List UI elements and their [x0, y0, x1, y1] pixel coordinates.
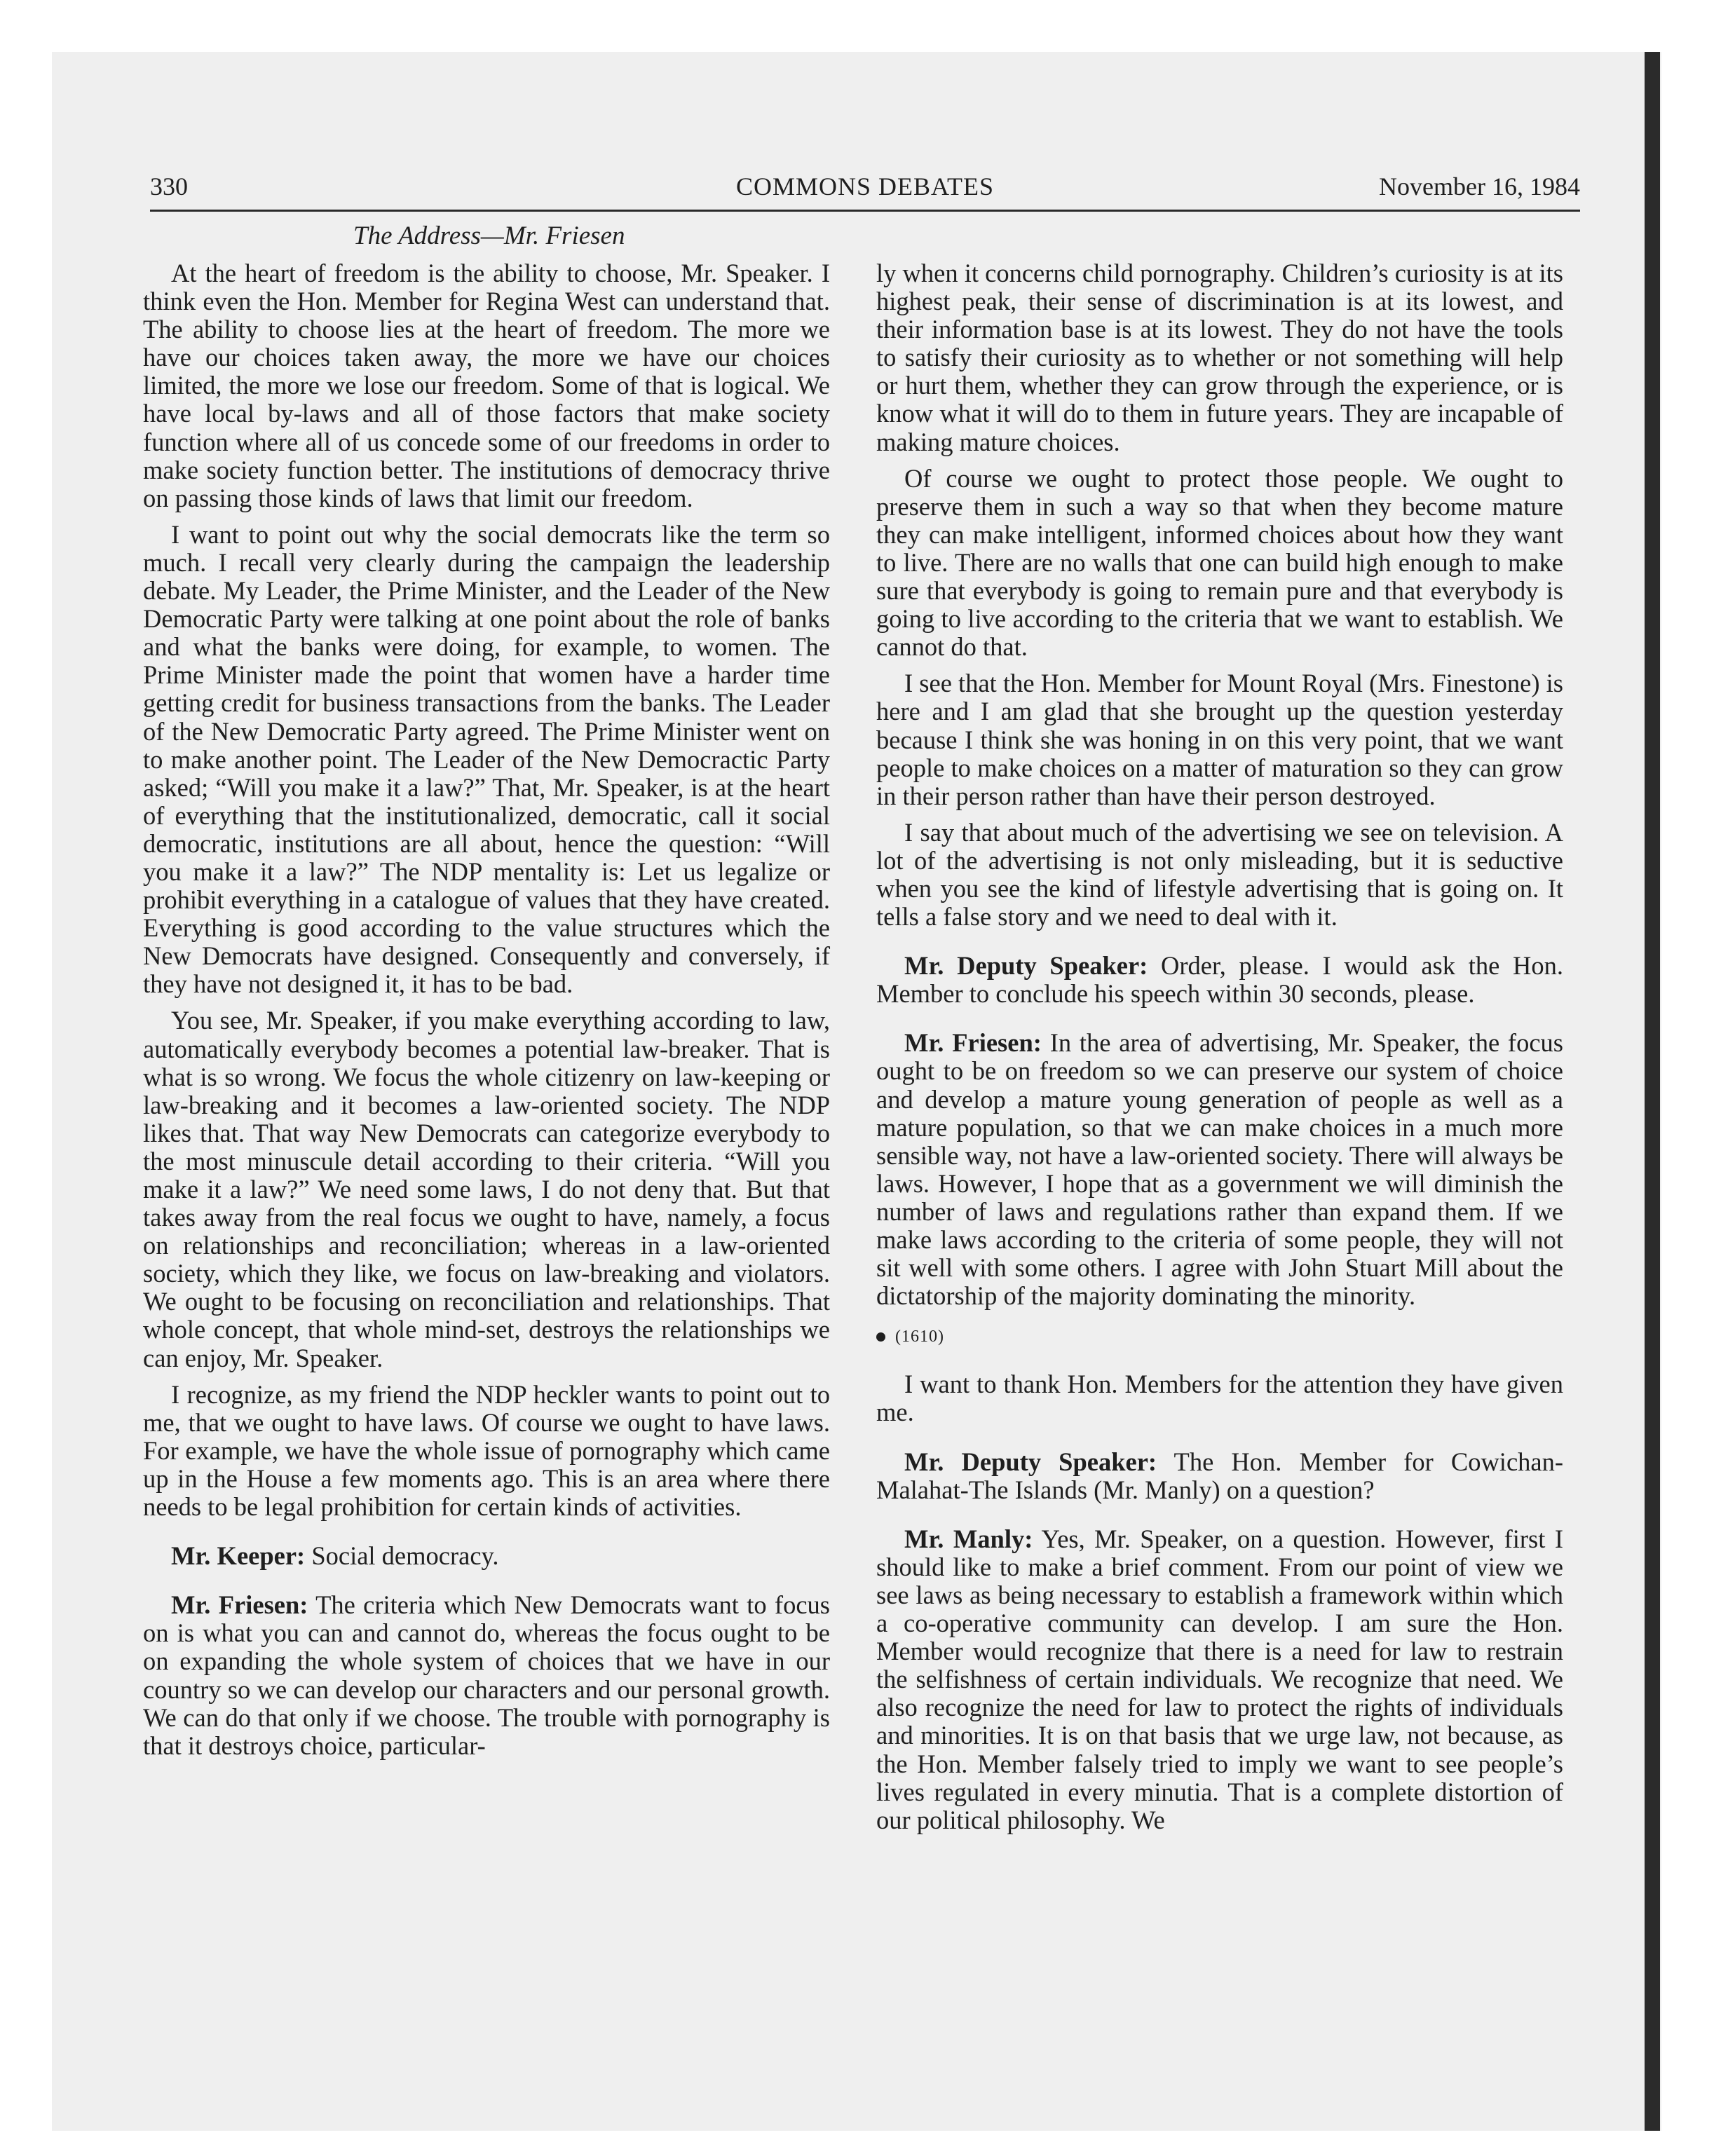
speech-keeper: [143, 1542, 830, 1570]
speech-deputy-speaker: [876, 952, 1563, 1008]
running-head: The Address—Mr. Friesen: [353, 221, 625, 250]
speech-text: Yes, Mr. Speaker, on a question. However, first I should like to make a brief comment. From our point of view we see laws as being necessary to establish a framework within which a co-operative community can develop. I am sure the Hon. Member would recognize that there is a need for law to restrain the selfishness of certain individuals. We recognize that need. We also recognize the need for law to protect the rights of individuals and minorities. It is on that basis that we urge law, not because, as the Hon. Member falsely tried to imply we want to see people’s lives regulated in every minutia. That is a complete distortion of our political philosophy. We: [876, 1524, 1563, 1834]
speech-friesen: [143, 1591, 830, 1760]
paragraph: I recognize, as my friend the NDP heckler wants to point out to me, that we ought to have laws. Of course we ought to have laws. For example, we have the whole issue of pornography which came up in the House a few moments ago. This is an area where there needs to be legal prohibition for certain kinds of activities.: [143, 1379, 830, 1522]
speech-text: The criteria which New Democrats want to focus on is what you can and cannot do, whereas the focus ought to be on expanding the whole system of choices that we have in our country so we can develop our characters and our personal growth. We can do that only if we choose. The trouble with pornography is that it destroys choice, particular-: [143, 1590, 830, 1760]
speaker-name: Mr. Friesen:: [171, 1590, 308, 1620]
bullet-icon: [876, 1332, 885, 1342]
speech-deputy-speaker: [876, 1448, 1563, 1504]
speaker-name: Mr. Deputy Speaker:: [904, 951, 1148, 981]
paragraph: ly when it concerns child pornography. Children’s curiosity is at its highest peak, their sense of discrimination is at its lowest, and their information base is at its lowest. They do not have the tools to satisfy their curiosity as to whether or not something will help or hurt them, whether they can grow through the experience, or is know what it will do to them in future years. They are incapable of making mature choices.: [876, 259, 1563, 456]
paragraph: I want to point out why the social democrats like the term so much. I recall very clearly during the campaign the leadership debate. My Leader, the Prime Minister, and the Leader of the New Democratic Party were talking at one point about the role of banks and what the banks were doing, for example, to women. The Prime Minister made the point that women have a harder time getting credit for business transactions from the banks. The Leader of the New Democratic Party agreed. The Prime Minister went on to make another point. The Leader of the New Democractic Party asked; “Will you make it a law?” That, Mr. Speaker, is at the heart of everything that the institutionalized, democratic, call it social democratic, institutions are all about, hence the question: “Will you make it a law?” The NDP mentality is: Let us legalize or prohibit everything in a catalogue of values that they have created. Everything is good according to the value structures which the New Democrats have designed. Consequently and conversely, if they have not designed it, it has to be bad.: [143, 519, 830, 999]
scan-edge-bar: [1645, 52, 1660, 2131]
speaker-name: Mr. Manly:: [904, 1524, 1033, 1553]
speech-text: Social democracy.: [311, 1541, 499, 1571]
speech-text: The Hon. Member for Cowichan-Malahat-The Islands (Mr. Manly) on a question?: [876, 1447, 1563, 1504]
issue-date: November 16, 1984: [1379, 172, 1580, 200]
page-number: 330: [150, 172, 188, 200]
page-header: [150, 169, 1580, 212]
time-marker-text: (1610): [895, 1328, 944, 1346]
speaker-name: Mr. Keeper:: [171, 1541, 306, 1571]
speech-text: Order, please. I would ask the Hon. Member to conclude his speech within 30 seconds, please.: [876, 951, 1563, 1009]
left-column: [143, 259, 830, 1768]
paragraph: Of course we ought to protect those people. We ought to preserve them in such a way so that when they become mature they can make intelligent, informed choices about how they want to live. There are no walls that one can build high enough to make sure that everybody is going to remain pure and that everybody is going to live according to the criteria that we want to establish. We cannot do that.: [876, 463, 1563, 662]
speech-manly: [876, 1525, 1563, 1834]
paragraph: I say that about much of the advertising we see on television. A lot of the advertising is not only misleading, but it is seductive when you see the kind of lifestyle advertising that is going on. It tells a false story and we need to deal with it.: [876, 817, 1563, 932]
paragraph: I want to thank Hon. Members for the attention they have given me.: [876, 1370, 1563, 1427]
speaker-name: Mr. Deputy Speaker:: [904, 1447, 1157, 1476]
paragraph: You see, Mr. Speaker, if you make everything according to law, automatically everybody becomes a potential law-breaker. That is what is so wrong. We focus the whole citizenry on law-keeping or law-breaking and it becomes a law-oriented society. The NDP likes that. That way New Democrats can categorize everybody to the most minuscule detail according to their criteria. “Will you make it a law?” We need some laws, I do not deny that. But that takes away from the real focus we ought to have, namely, a focus on relationships and reconciliation; whereas in a law-oriented society, which they like, we focus on law-breaking and violators. We ought to be focusing on reconciliation and relationships. That whole concept, that whole mind-set, destroys the relationships we can enjoy, Mr. Speaker.: [143, 1006, 830, 1372]
speech-friesen: [876, 1029, 1563, 1310]
speech-text: In the area of advertising, Mr. Speaker, the focus ought to be on freedom so we can preserve our system of choice and develop a mature young generation of people as well as a mature population, so that we can make choices in a much more sensible way, not have a law-oriented society. There will always be laws. However, I hope that as a government we will diminish the number of laws and regulations rather than expand them. If we make laws according to the criteria of some people, they will not sit well with some others. I agree with John Stuart Mill about the dictatorship of the majority dominating the minority.: [876, 1028, 1563, 1311]
paragraph: At the heart of freedom is the ability to choose, Mr. Speaker. I think even the Hon. Member for Regina West can understand that. The ability to choose lies at the heart of freedom. The more we have our choices taken away, the more we have our choices limited, the more we lose our freedom. Some of that is logical. We have local by-laws and all of those factors that make society function where all of us concede some of our freedoms in order to make society function better. The institutions of democracy thrive on passing those kinds of laws that limit our freedom.: [143, 259, 830, 512]
journal-title: COMMONS DEBATES: [735, 172, 995, 200]
paragraph: I see that the Hon. Member for Mount Royal (Mrs. Finestone) is here and I am glad that she brought up the question yesterday because I think she was honing in on this very point, that we want people to make choices on a matter of maturation so they can grow in their person rather than have their person destroyed.: [876, 669, 1563, 810]
speaker-name: Mr. Friesen:: [904, 1028, 1042, 1058]
right-column: [876, 259, 1563, 1843]
time-marker: [876, 1323, 1563, 1351]
